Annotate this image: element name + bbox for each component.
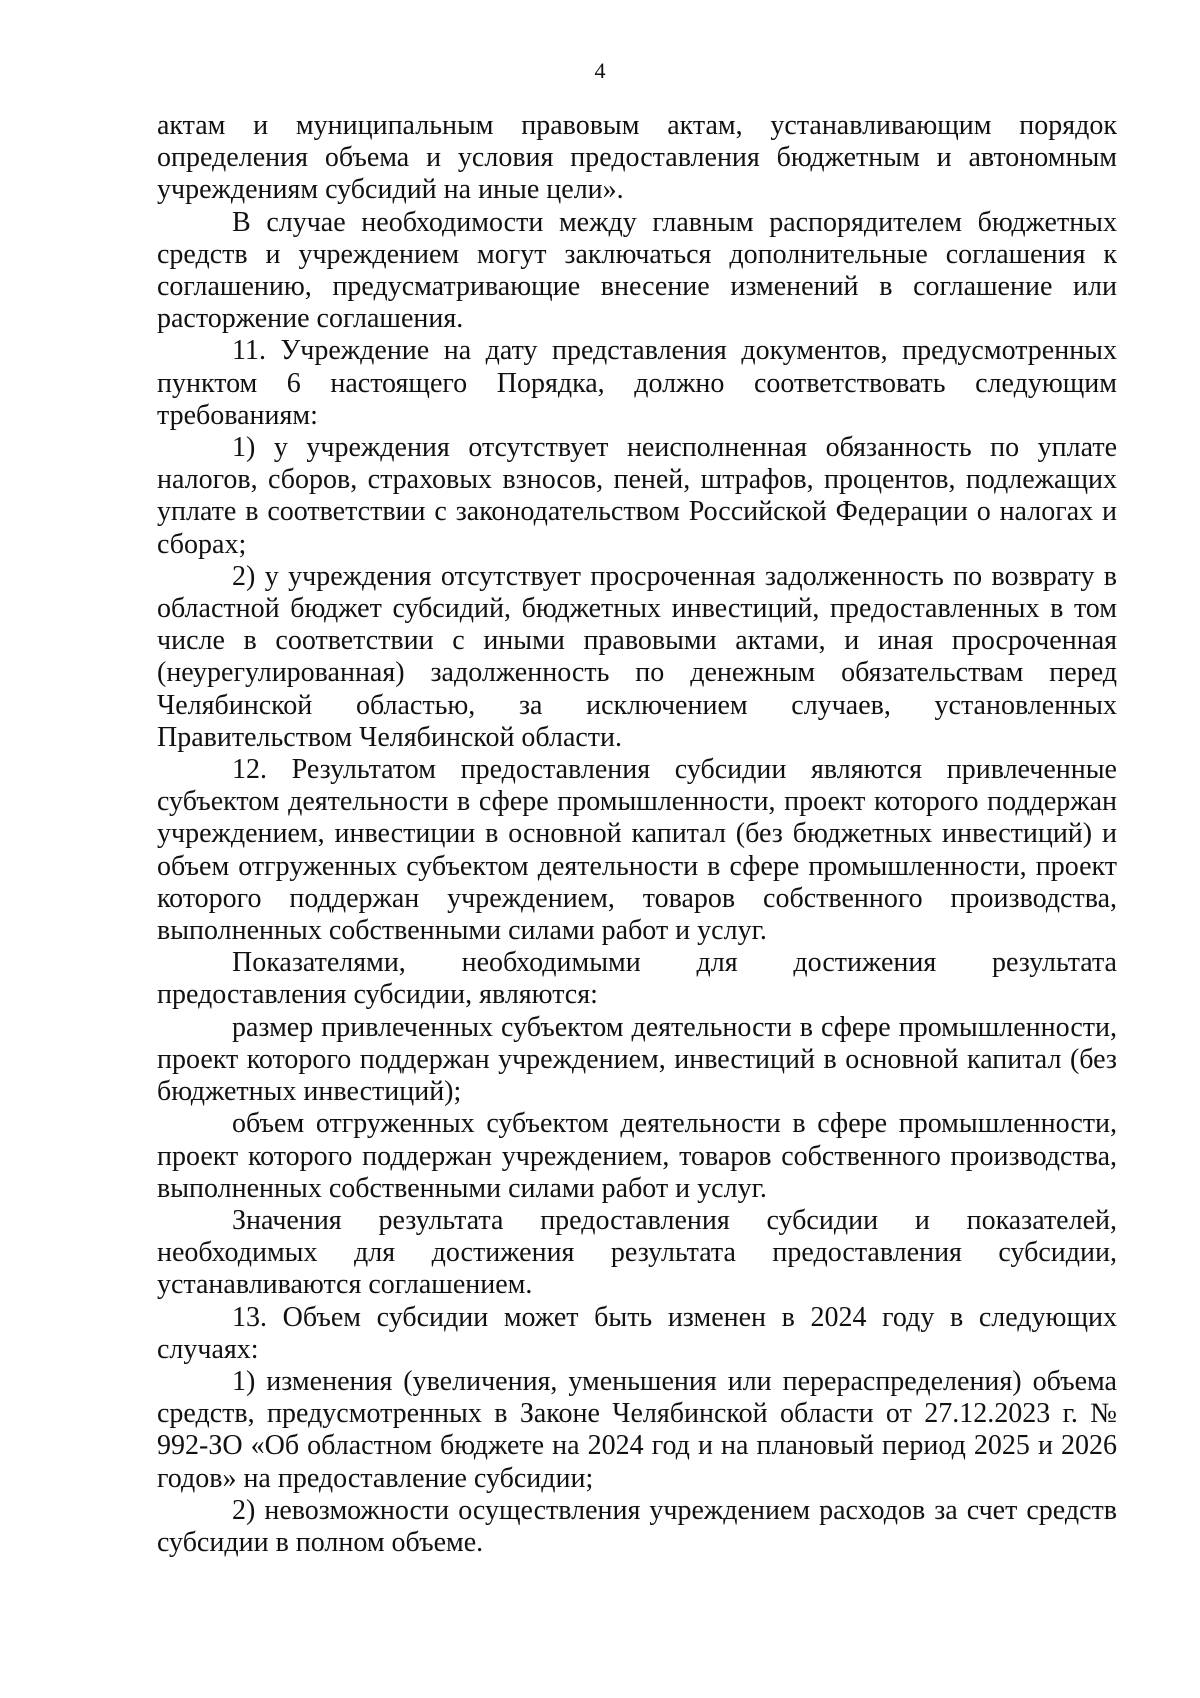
document-body: [157, 110, 1117, 1559]
paragraph: 1) у учреждения отсутствует неисполненная обязанность по уплате налогов, сборов, страховых взносов, пеней, штрафов, процентов, подлежащих уплате в соответствии с законодательством Российской Федерации о налогах и сборах;: [157, 432, 1117, 560]
paragraph: объем отгруженных субъектом деятельности в сфере промышленности, проект которого поддержан учреждением, товаров собственного производства, выполненных собственными силами работ и услуг.: [157, 1108, 1117, 1204]
paragraph: 11. Учреждение на дату представления документов, предусмотренных пунктом 6 настоящего Порядка, должно соответствовать следующим требованиям:: [157, 335, 1117, 431]
paragraph: размер привлеченных субъектом деятельности в сфере промышленности, проект которого поддержан учреждением, инвестиций в основной капитал (без бюджетных инвестиций);: [157, 1011, 1117, 1108]
paragraph: 2) у учреждения отсутствует просроченная задолженность по возврату в областной бюджет субсидий, бюджетных инвестиций, предоставленных в том числе в соответствии с иными правовыми актами, и иная просроченная (неурегулированная) задолженность по денежным обязательствам перед Челябинской областью, за исключением случаев, установленных Правительством Челябинской области.: [157, 560, 1117, 753]
paragraph: Значения результата предоставления субсидии и показателей, необходимых для достижения результата предоставления субсидии, устанавливаются соглашением.: [157, 1204, 1117, 1301]
paragraph: 2) невозможности осуществления учреждением расходов за счет средств субсидии в полном объеме.: [157, 1494, 1117, 1558]
paragraph: Показателями, необходимыми для достижения результата предоставления субсидии, являются:: [157, 947, 1117, 1011]
paragraph: 12. Результатом предоставления субсидии являются привлеченные субъектом деятельности в сфере промышленности, проект которого поддержан учреждением, инвестиции в основной капитал (без бюджетных инвестиций) и объем отгруженных субъектом деятельности в сфере промышленности, проект которого поддержан учреждением, товаров собственного производства, выполненных собственными силами работ и услуг.: [157, 754, 1117, 947]
paragraph: 1) изменения (увеличения, уменьшения или перераспределения) объема средств, предусмотренных в Законе Челябинской области от 27.12.2023 г. № 992-ЗО «Об областном бюджете на 2024 год и на плановый период 2025 и 2026 годов» на предоставление субсидии;: [157, 1365, 1117, 1494]
paragraph: актам и муниципальным правовым актам, устанавливающим порядок определения объема и условия предоставления бюджетным и автономным учреждениям субсидий на иные цели».: [157, 110, 1117, 206]
paragraph: 13. Объем субсидии может быть изменен в 2024 году в следующих случаях:: [157, 1301, 1117, 1365]
page-number: 4: [594, 58, 606, 83]
paragraph: В случае необходимости между главным распорядителем бюджетных средств и учреждением могут заключаться дополнительные соглашения к соглашению, предусматривающие внесение изменений в соглашение или расторжение соглашения.: [157, 206, 1117, 335]
